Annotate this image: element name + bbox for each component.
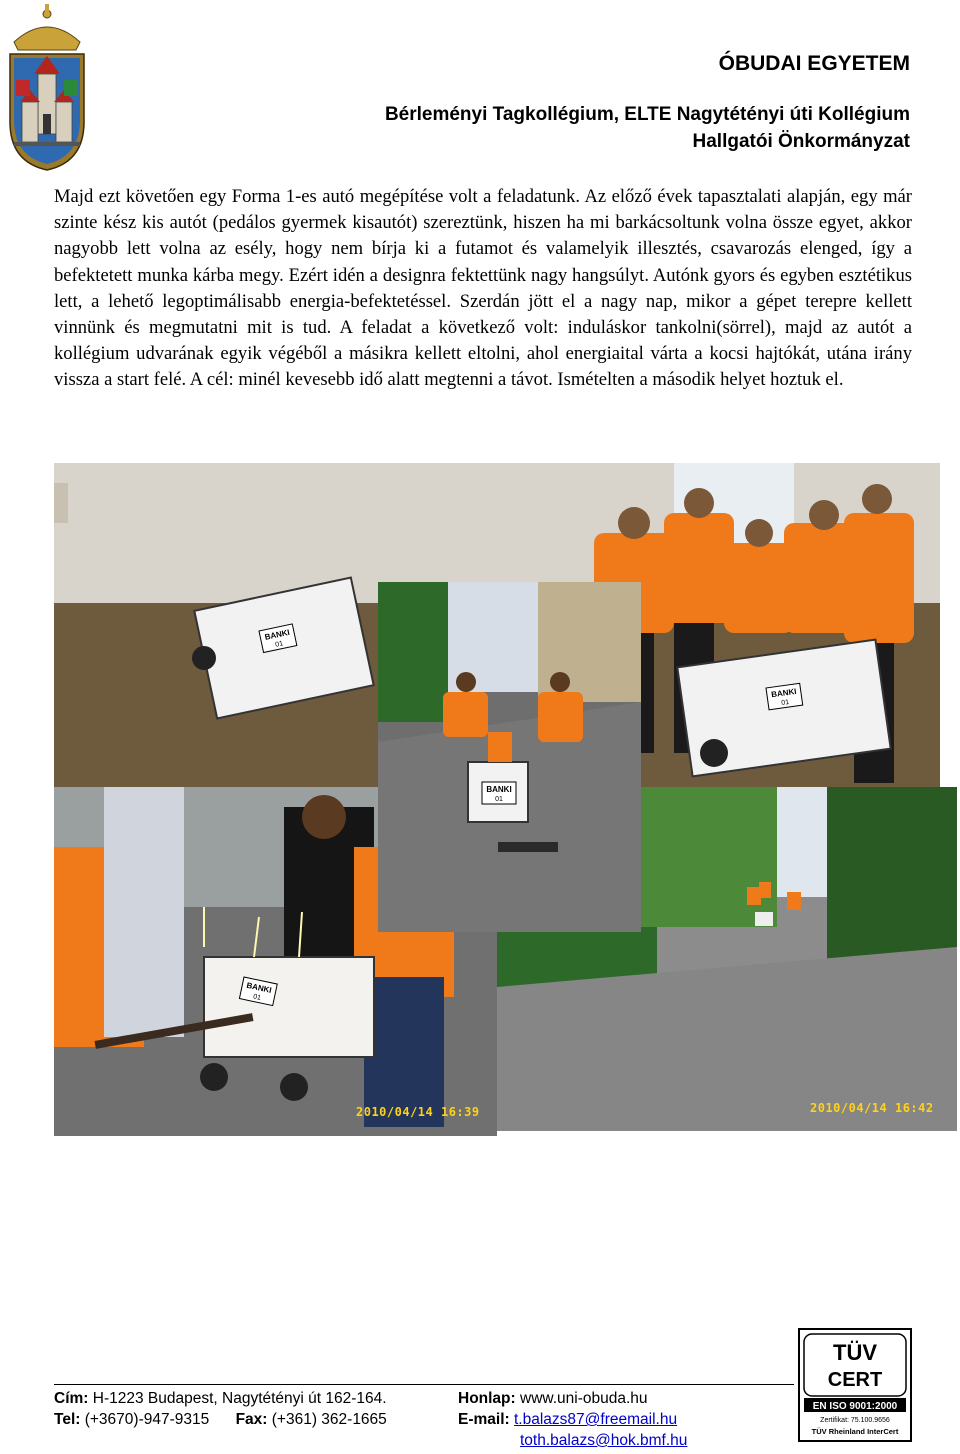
address-value: H-1223 Budapest, Nagytétényi út 162-164. [92, 1390, 387, 1407]
footer-email-2 [520, 1432, 687, 1450]
body-paragraph: Majd ezt követően egy Forma 1-es autó megépítése volt a feladatunk. Az előző évek tapasztalati alapján, egy már szinte kész kis autót (pedálos gyermek kisautót) szereztünk, hiszen ha mi barkácsoltunk volna össze egyet, akkor nagyobb lett volna az esély, hogy nem bírja ki a futamot és valamelyik illesztés, csavarozás elenged, így a befektetett munka kárba megy. Ezért idén a designra fektettünk nagy hangsúlyt. Autónk gyors és egyben esztétikus lett, a lehető legoptimálisabb energia-befektetéssel. Szerdán jött el a nagy nap, mikor a gépet terepre kellett vinnünk és megmutatni mit is tud. A feladat a következő volt: induláskor tankolni(sörrel), majd az autót a kollégium udvarának egyik végéből a másikra kellett eltolni, ahol energiaital várta a kocsi hajtókát, utána irány vissza a start felé. A cél: minél kevesebb idő alatt megtenni a távot. Ismételten a második helyet hoztuk el. [54, 186, 912, 391]
university-name: ÓBUDAI EGYETEM [718, 52, 910, 75]
tuv-text: TÜV [833, 1340, 877, 1365]
zertifikat-text: Zertifikat: 75.100.9656 [820, 1417, 890, 1424]
iso-text: EN ISO 9001:2000 [812, 1401, 898, 1412]
car-sign-label: BANKI [770, 686, 798, 700]
phone-label: Tel: [54, 1411, 81, 1428]
student-council-name: Hallgatói Önkormányzat [692, 131, 910, 152]
footer-phone-fax [54, 1411, 387, 1429]
web-label: Honlap: [458, 1390, 516, 1407]
email-link-1[interactable]: t.balazs87@freemail.hu [514, 1411, 678, 1428]
tuv-cert-logo [798, 1328, 912, 1442]
dormitory-name: Bérleményi Tagkollégium, ELTE Nagytétényi úti Kollégium [384, 104, 910, 125]
car-sign-label: BANKI [486, 785, 512, 794]
fax-label: Fax: [235, 1411, 268, 1428]
car-sign [766, 683, 803, 710]
car-sign-label: BANKI [245, 980, 273, 995]
rheinland-text: TÜV Rheinland InterCert [811, 1427, 899, 1436]
cert-text: CERT [827, 1369, 883, 1391]
phone-value: (+3670)-947-9315 [84, 1411, 210, 1428]
footer-web [458, 1390, 648, 1408]
email-label: E-mail: [458, 1411, 510, 1428]
footer-divider [54, 1384, 794, 1385]
fax-value: (+361) 362-1665 [271, 1411, 387, 1428]
car-sign-number: 01 [495, 796, 503, 803]
photo-timestamp: 2010/04/14 16:39 [356, 1105, 480, 1119]
car-sign-number: 01 [274, 640, 284, 649]
email-link-2[interactable]: toth.balazs@hok.bmf.hu [520, 1432, 688, 1449]
photo-pushing-car [378, 582, 641, 932]
car-sign [482, 782, 516, 804]
university-crest [4, 2, 90, 172]
address-label: Cím: [54, 1390, 89, 1407]
car-sign-number: 01 [780, 698, 790, 707]
car-sign-number: 01 [252, 993, 262, 1002]
footer-address [54, 1390, 387, 1408]
car-sign-label: BANKI [263, 627, 291, 642]
photo-timestamp: 2010/04/14 16:42 [810, 1101, 934, 1115]
web-value[interactable]: www.uni-obuda.hu [520, 1390, 648, 1407]
footer-email [458, 1411, 677, 1429]
